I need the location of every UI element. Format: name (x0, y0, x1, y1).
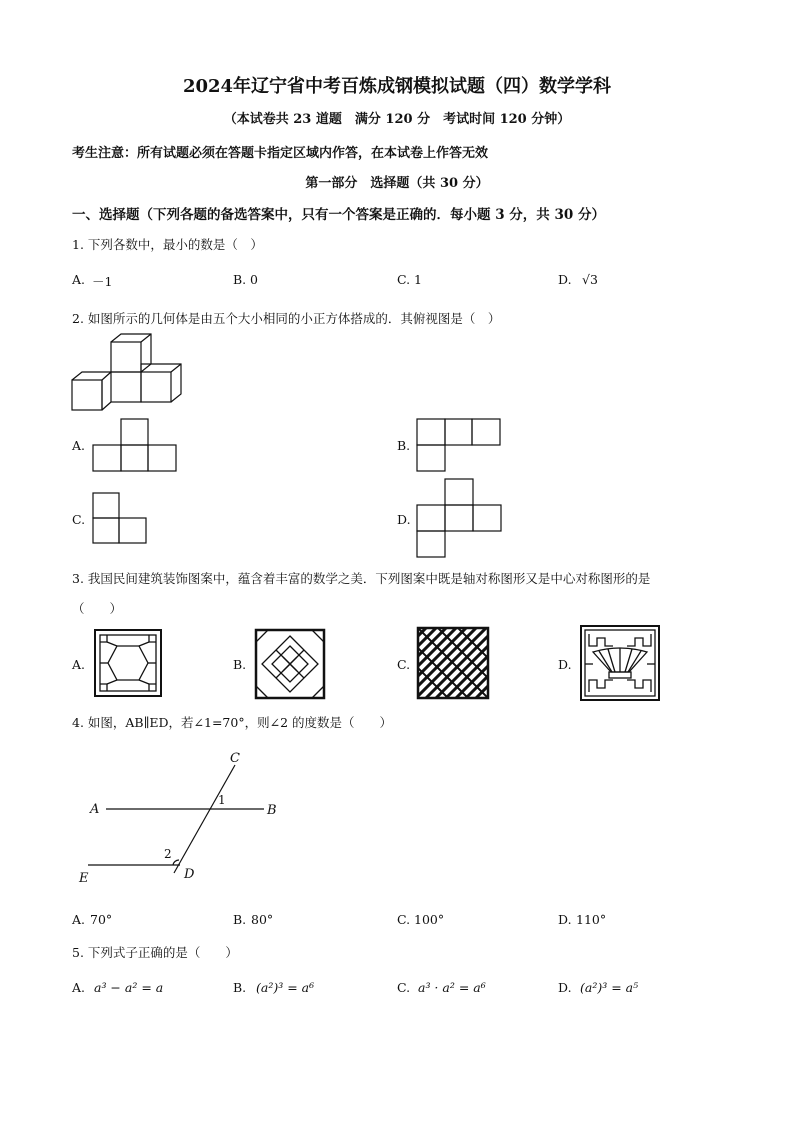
q1-option-c-text: 1 (414, 272, 422, 287)
q5-option-a-letter: A. (72, 980, 86, 995)
q5-option-a-text: a³ − a² = a (94, 980, 164, 995)
q1-option-b-text: 0 (250, 272, 258, 287)
q2-option-c-letter: C. (72, 512, 86, 527)
question-5-stem: 5. 下列式子正确的是（ ） (72, 945, 238, 960)
q2-option-d-figure (416, 478, 504, 560)
q4-option-d-text: 110° (576, 912, 607, 927)
label-e: E (79, 871, 89, 886)
q1-option-d-text: √3 (582, 272, 598, 287)
question-4-stem: 4. 如图，AB∥ED，若∠1=70°，则∠2 的度数是（ ） (72, 715, 392, 730)
q4-option-c-letter: C. (397, 912, 411, 927)
angle-2-label: 2 (164, 847, 172, 861)
q1-option-d-letter: D. (558, 272, 572, 287)
q5-option-c-text: a³ · a² = a⁶ (418, 980, 486, 995)
q4-option-b-text: 80° (251, 912, 274, 927)
label-c: C (230, 751, 240, 766)
q5-option-b-letter: B. (233, 980, 247, 995)
q5-option-d-letter: D. (558, 980, 572, 995)
q4-option-a-text: 70° (90, 912, 113, 927)
q4-option-d-letter: D. (558, 912, 572, 927)
question-3-stem: 3. 我国民间建筑装饰图案中，蕴含着丰富的数学之美．下列图案中既是轴对称图形又是中心对称图形的是 (72, 571, 651, 586)
angle-1-label: 1 (218, 793, 226, 807)
q2-option-b-letter: B. (397, 438, 411, 453)
q2-option-d-letter: D. (397, 512, 411, 527)
q3-option-c-letter: C. (397, 657, 411, 672)
q3-option-b-letter: B. (233, 657, 247, 672)
q5-option-c-letter: C. (397, 980, 411, 995)
label-d: D (184, 867, 195, 882)
q3-option-a-pattern (93, 628, 163, 698)
q3-option-a-letter: A. (72, 657, 86, 672)
exam-subtitle: （本试卷共 23 道题 满分 120 分 考试时间 120 分钟） (223, 112, 571, 127)
q3-option-b-pattern (254, 628, 326, 700)
label-a: A (90, 802, 100, 817)
question-2-stem: 2. 如图所示的几何体是由五个大小相同的小正方体搭成的．其俯视图是（ ） (72, 311, 501, 326)
question-1-stem: 1. 下列各数中，最小的数是（ ） (72, 237, 263, 252)
label-b: B (267, 803, 277, 818)
q2-option-a-letter: A. (72, 438, 86, 453)
section-heading: 一、选择题（下列各题的备选答案中，只有一个答案是正确的．每小题 3 分，共 30 分） (72, 207, 605, 223)
q2-solid-figure (70, 330, 185, 414)
q4-parallel-lines-figure (70, 745, 310, 895)
exam-notice: 考生注意：所有试题必须在答题卡指定区域内作答，在本试卷上作答无效 (72, 146, 489, 161)
q2-option-c-figure (92, 492, 150, 546)
q1-option-b-letter: B. (233, 272, 247, 287)
q4-option-b-letter: B. (233, 912, 247, 927)
q2-option-b-figure (416, 418, 502, 474)
q5-option-b-text: (a²)³ = a⁶ (256, 980, 315, 995)
exam-title: 2024年辽宁省中考百炼成钢模拟试题（四）数学学科 (182, 76, 612, 97)
transversal-cd (174, 765, 235, 873)
q1-option-c-letter: C. (397, 272, 411, 287)
q2-option-a-figure (92, 418, 178, 474)
q5-option-d-text: (a²)³ = a⁵ (580, 980, 639, 995)
q4-option-a-letter: A. (72, 912, 86, 927)
question-3-stem-cont: （ ） (72, 601, 123, 616)
q1-option-a-text: －1 (92, 274, 113, 289)
q3-option-c-pattern (416, 626, 490, 700)
q1-option-a-letter: A. (72, 272, 86, 287)
q4-option-c-text: 100° (414, 912, 445, 927)
q3-option-d-letter: D. (558, 657, 572, 672)
q3-option-d-pattern (579, 624, 661, 702)
part-heading: 第一部分 选择题（共 30 分） (305, 176, 489, 191)
